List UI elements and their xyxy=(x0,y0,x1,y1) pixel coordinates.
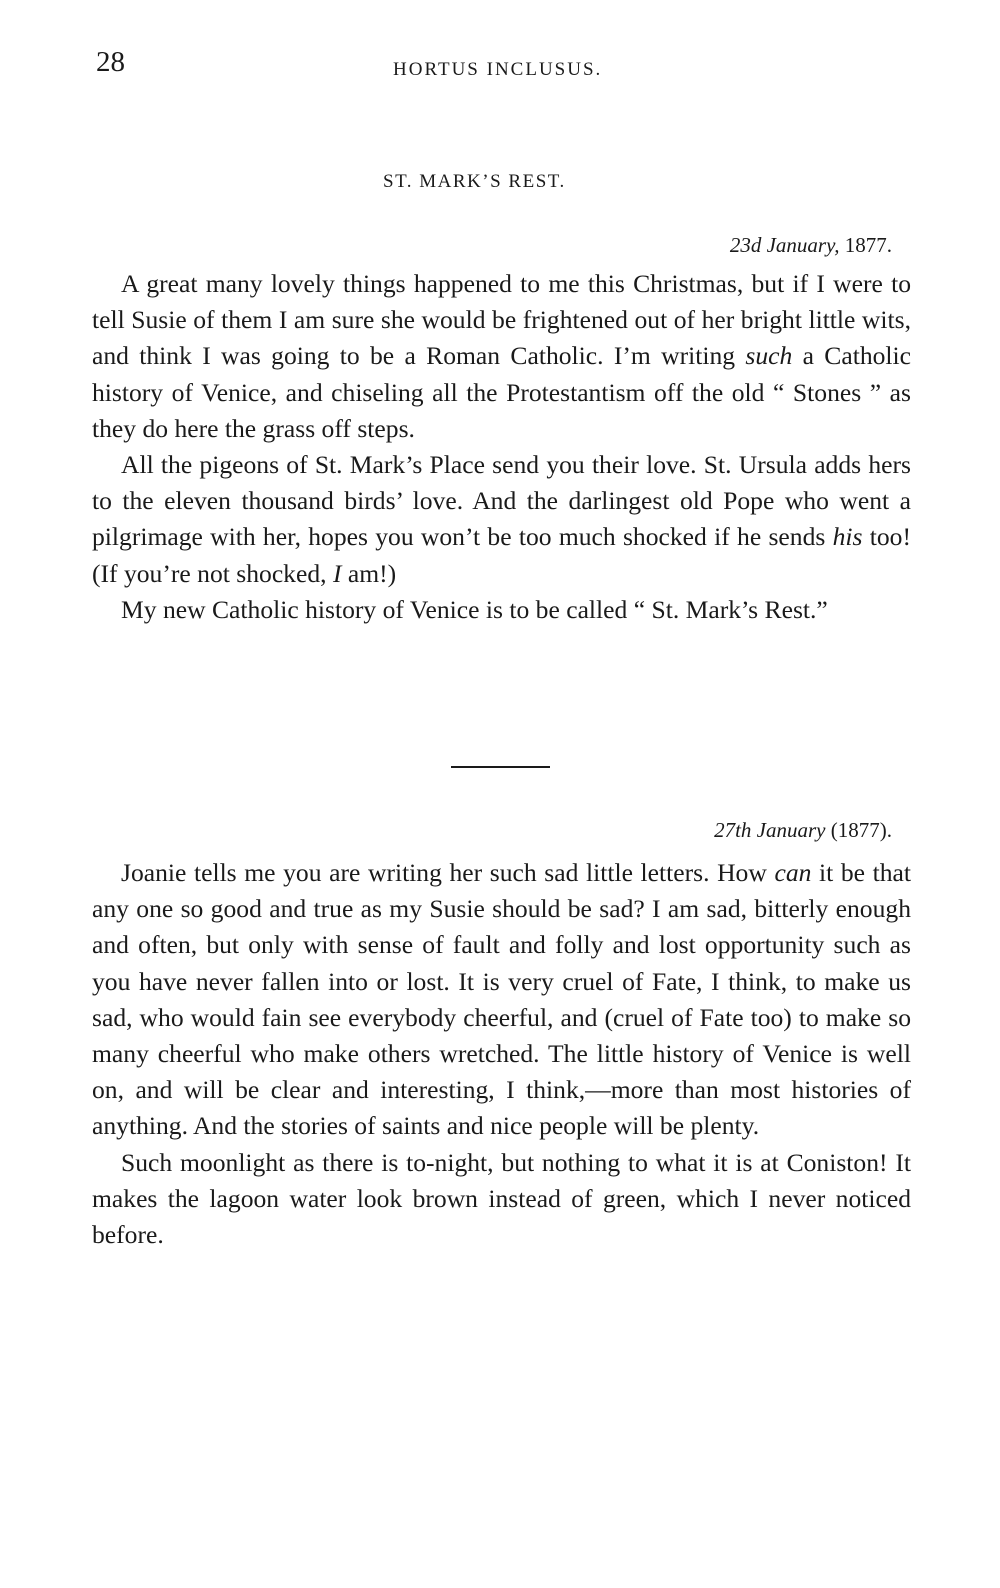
letter-1-paragraph-3: My new Catholic history of Venice is to be called “ St. Mark’s Rest.” xyxy=(121,594,828,624)
letter-1-paragraph-1: A great many lovely things happened to me this Christmas, but if I were to tell Susie of them I am sure she would be frightened out of her bright little wits, and think I was going to be a Roman Catholic. I’m writing such a Catholic history of Venice, and chiseling all the Protestantism off the old “ Stones ” as they do here the grass off steps. xyxy=(92,269,912,443)
page-number: 28 xyxy=(96,46,125,78)
letter-1-body xyxy=(92,266,911,628)
letter-2-date xyxy=(714,818,892,843)
running-head: HORTUS INCLUSUS. xyxy=(393,59,603,80)
letter-2-paragraph-2: Such moonlight as there is to-night, but nothing to what it is at Coniston! It makes the lagoon water look brown instead of green, which I never noticed before. xyxy=(92,1147,911,1250)
letter-1-date xyxy=(730,233,892,258)
letter-2-date-day: 27th January xyxy=(714,818,826,842)
letter-1-date-day: 23d January, xyxy=(729,233,840,257)
letter-1-date-year: 1877. xyxy=(839,233,892,257)
letter-2-date-year: (1877). xyxy=(825,818,892,842)
section-title: ST. MARK’S REST. xyxy=(383,171,566,192)
letter-1-paragraph-2: All the pigeons of St. Mark’s Place send you their love. St. Ursula adds hers to the eleven thousand birds’ love. And the darlingest old Pope who went a pilgrimage with her, hopes you won’t be too much shocked if he sends his too! (If you’re not shocked, I am!) xyxy=(92,450,911,588)
section-divider-rule xyxy=(451,766,550,768)
letter-2-body xyxy=(92,855,911,1253)
letter-2-paragraph-1: Joanie tells me you are writing her such sad little letters. How can it be that any one so good and true as my Susie should be sad? I am sad, bitterly enough and often, but only with sense of fault and folly and lost opportunity such as you have never fallen into or lost. It is very cruel of Fate, I think, to make us sad, who would fain see everybody cheerful, and (cruel of Fate too) to make so many cheerful who make others wretched. The little history of Venice is well on, and will be clear and interesting, I think,—more than most histories of anything. And the stories of saints and nice people will be plenty. xyxy=(92,858,911,1141)
